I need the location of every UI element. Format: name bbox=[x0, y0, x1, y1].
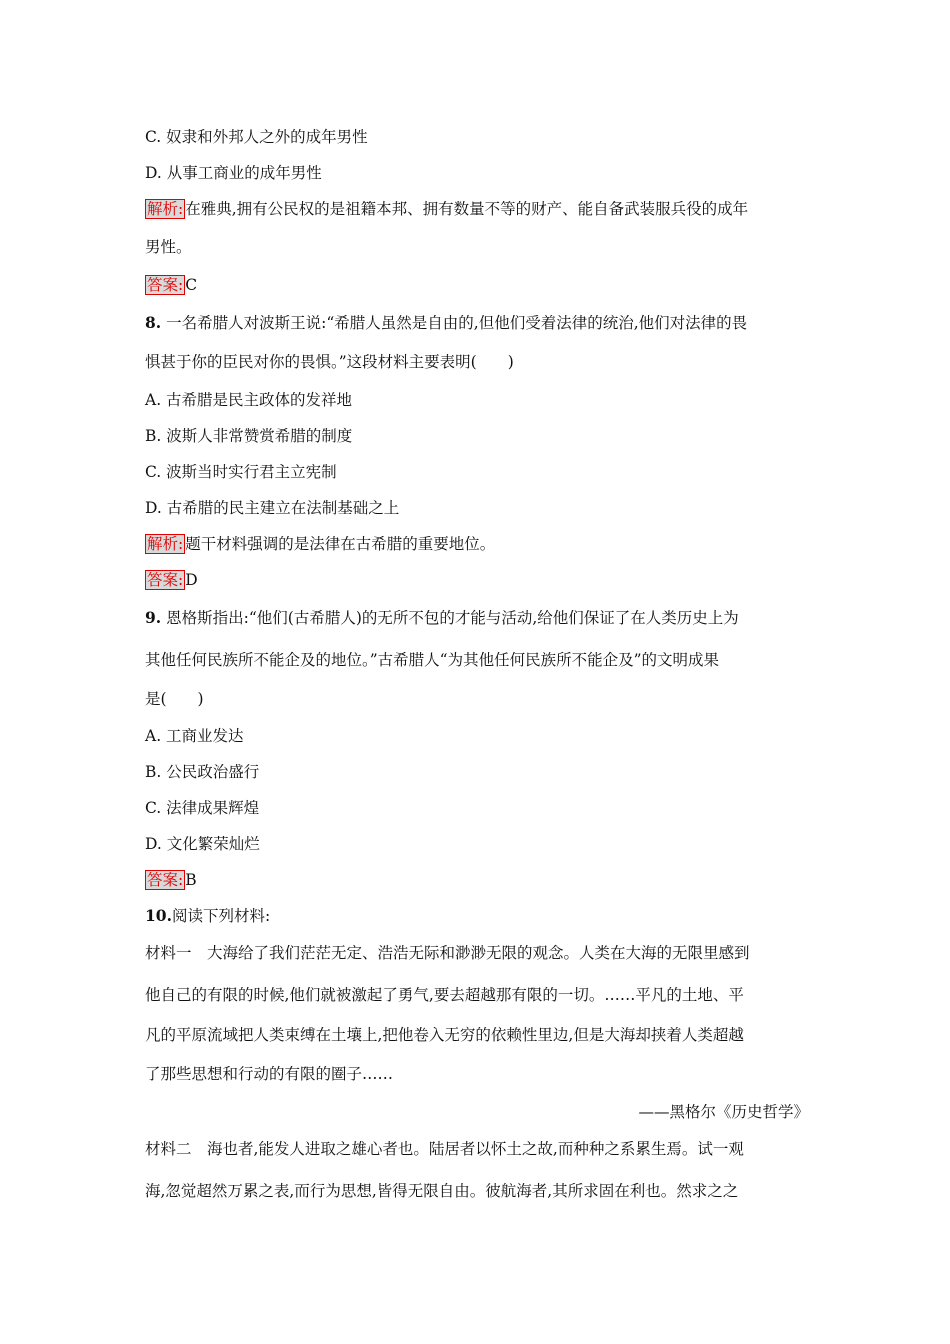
q7-analysis bbox=[145, 199, 809, 219]
q10-material1-line4: 了那些思想和行动的有限的圈子…… bbox=[145, 1065, 394, 1083]
q7-answer-value: C bbox=[185, 276, 198, 294]
q10-material1-line2: 他自己的有限的时候,他们就被激起了勇气,要去超越那有限的一切。……平凡的土地、平 bbox=[145, 986, 744, 1004]
q8-analysis bbox=[145, 534, 809, 554]
q10-stem-text: 阅读下列材料: bbox=[171, 907, 271, 925]
analysis-label: 解析: bbox=[147, 200, 184, 218]
q10-material1-source: ——黑格尔《历史哲学》 bbox=[638, 1103, 809, 1121]
q8-option-d: D. 古希腊的民主建立在法制基础之上 bbox=[145, 499, 400, 517]
q9-stem bbox=[145, 608, 809, 628]
q10-material2-line2: 海,忽觉超然万累之表,而行为思想,皆得无限自由。彼航海者,其所求固在利也。然求之之 bbox=[145, 1182, 739, 1200]
q8-option-b: B. 波斯人非常赞赏希腊的制度 bbox=[145, 427, 353, 445]
q9-stem-text: 恩格斯指出:“他们(古希腊人)的无所不包的才能与活动,给他们保证了在人类历史上为 bbox=[166, 609, 739, 627]
q7-analysis-text: 在雅典,拥有公民权的是祖籍本邦、拥有数量不等的财产、能自备武装服兵役的成年 bbox=[185, 200, 749, 218]
q9-stem-continued: 其他任何民族所不能企及的地位。”古希腊人“为其他任何民族所不能企及”的文明成果 bbox=[145, 651, 720, 669]
q8-answer bbox=[145, 570, 809, 590]
q7-answer bbox=[145, 275, 809, 295]
q9-answer bbox=[145, 870, 809, 890]
q9-option-d: D. 文化繁荣灿烂 bbox=[145, 835, 260, 853]
q10-stem bbox=[145, 906, 809, 926]
q9-option-c: C. 法律成果辉煌 bbox=[145, 799, 260, 817]
q10-material1-line1: 材料一 大海给了我们茫茫无定、浩浩无际和渺渺无限的观念。人类在大海的无限里感到 bbox=[145, 944, 750, 962]
q7-analysis-continued: 男性。 bbox=[145, 238, 192, 256]
answer-label: 答案: bbox=[147, 276, 184, 294]
q9-option-b: B. 公民政治盛行 bbox=[145, 763, 260, 781]
q8-stem-text: 一名希腊人对波斯王说:“希腊人虽然是自由的,但他们受着法律的统治,他们对法律的畏 bbox=[166, 314, 748, 332]
answer-label: 答案: bbox=[147, 571, 184, 589]
q8-analysis-text: 题干材料强调的是法律在古希腊的重要地位。 bbox=[185, 535, 496, 553]
q8-stem-continued: 惧甚于你的臣民对你的畏惧。”这段材料主要表明( ) bbox=[145, 353, 514, 371]
q8-option-a: A. 古希腊是民主政体的发祥地 bbox=[145, 391, 353, 409]
q9-number: 9. bbox=[145, 608, 162, 627]
q8-answer-value: D bbox=[185, 571, 198, 589]
q9-answer-value: B bbox=[185, 871, 197, 889]
q7-option-d: D. 从事工商业的成年男性 bbox=[145, 164, 322, 182]
q7-option-c: C. 奴隶和外邦人之外的成年男性 bbox=[145, 128, 368, 146]
q8-number: 8. bbox=[145, 313, 162, 332]
q9-stem-end: 是( ) bbox=[145, 690, 204, 708]
analysis-label: 解析: bbox=[147, 535, 184, 553]
answer-label: 答案: bbox=[147, 871, 184, 889]
q10-material2-line1: 材料二 海也者,能发人进取之雄心者也。陆居者以怀土之故,而种种之系累生焉。试一观 bbox=[145, 1140, 744, 1158]
q10-material1-line3: 凡的平原流域把人类束缚在土壤上,把他卷入无穷的依赖性里边,但是大海却挟着人类超越 bbox=[145, 1026, 744, 1044]
q9-option-a: A. 工商业发达 bbox=[145, 727, 244, 745]
q8-option-c: C. 波斯当时实行君主立宪制 bbox=[145, 463, 337, 481]
q8-stem bbox=[145, 313, 809, 333]
q10-number: 10. bbox=[145, 906, 172, 925]
